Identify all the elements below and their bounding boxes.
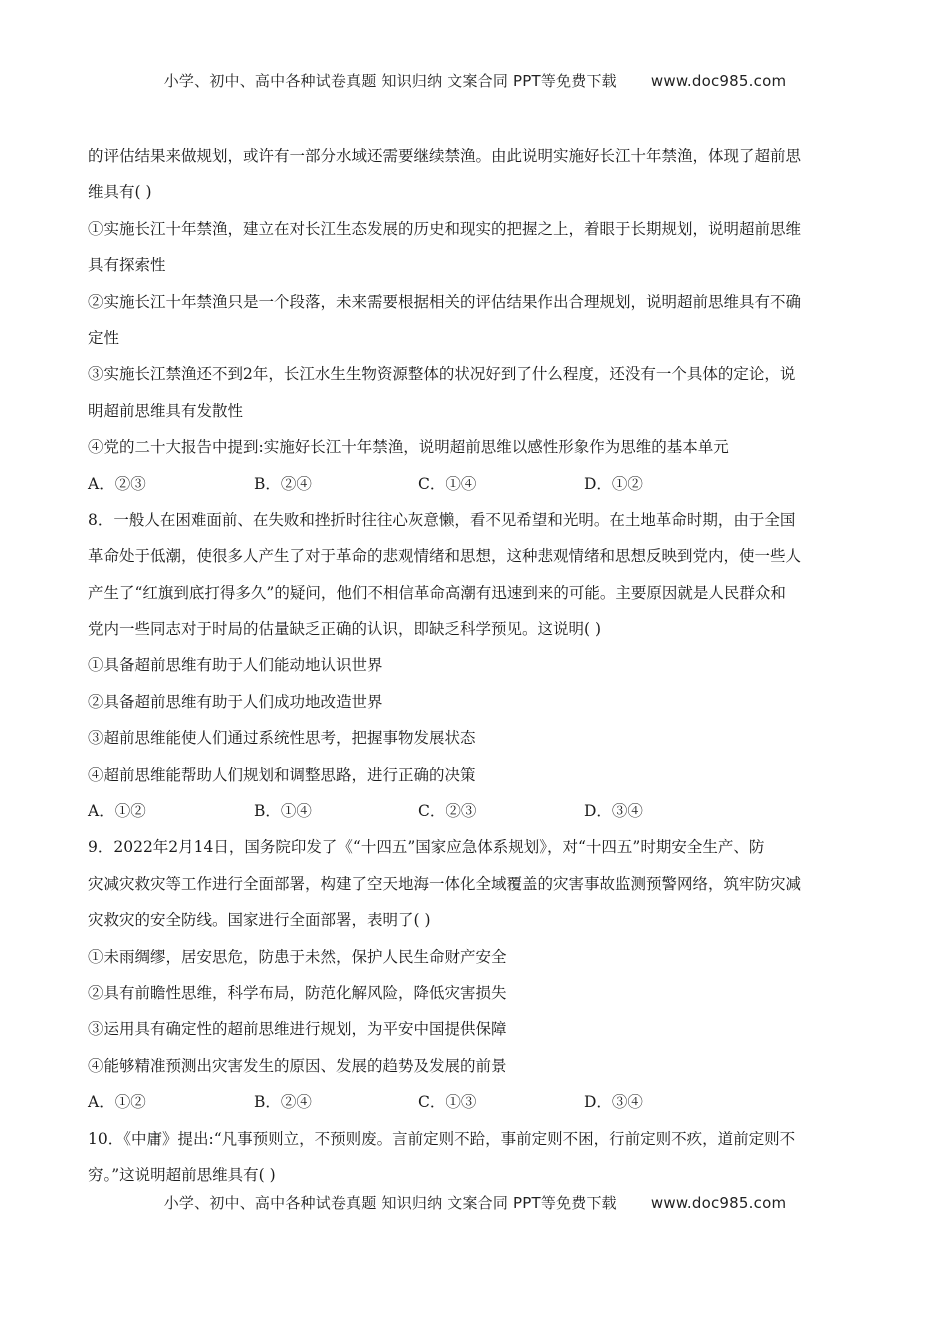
text-line: 的评估结果来做规划，或许有一部分水域还需要继续禁渔。由此说明实施好长江十年禁渔，体现了超前思 — [88, 147, 802, 165]
text-line: 9．2022年2月14日，国务院印发了《“十四五”国家应急体系规划》，对“十四五”时期安全生产、防 — [88, 838, 765, 857]
text-line: ①具备超前思维有助于人们能动地认识世界 — [88, 656, 383, 675]
text-line: ④超前思维能帮助人们规划和调整思路，进行正确的决策 — [88, 765, 476, 784]
text-line: ②具有前瞻性思维，科学布局，防范化解风险，降低灾害损失 — [88, 983, 507, 1002]
answer-option: B．①④ — [254, 802, 312, 821]
text-line: 10．《中庸》提出:“凡事预则立，不预则废。言前定则不跲，事前定则不困，行前定则不疚，道前定则不 — [88, 1129, 796, 1148]
text-line: ①实施长江十年禁渔，建立在对长江生态发展的历史和现实的把握之上，着眼于长期规划，说明超前思维 — [88, 219, 802, 238]
text-line: 灾减灾救灾等工作进行全面部署，构建了空天地海一体化全域覆盖的灾害事故监测预警网络，筑牢防灾减 — [88, 874, 802, 893]
text-line: ①未雨绸缪，居安思危，防患于未然，保护人民生命财产安全 — [88, 947, 507, 966]
answer-options — [88, 793, 864, 829]
header-banner — [0, 70, 950, 91]
answer-option: A．①② — [88, 1093, 146, 1112]
text-line: ③超前思维能使人们通过系统性思考，把握事物发展状态 — [88, 729, 476, 748]
text-line: 革命处于低潮，使很多人产生了对于革命的悲观情绪和思想，这种悲观情绪和思想反映到党内，使一些人 — [88, 547, 802, 566]
text-line: 具有探索性 — [88, 256, 166, 275]
answer-options — [88, 466, 864, 502]
answer-option: B．②④ — [254, 1093, 312, 1112]
document-body — [88, 138, 864, 1193]
text-line: ④党的二十大报告中提到:实施好长江十年禁渔，说明超前思维以感性形象作为思维的基本单元 — [88, 438, 729, 457]
banner-text: 小学、初中、高中各种试卷真题 知识归纳 文案合同 PPT等免费下载 — [163, 1194, 617, 1212]
answer-option: D．③④ — [584, 1093, 643, 1112]
answer-option: C．①④ — [418, 474, 477, 493]
text-line: ④能够精准预测出灾害发生的原因、发展的趋势及发展的前景 — [88, 1056, 507, 1075]
text-line: 产生了“红旗到底打得多久”的疑问，他们不相信革命高潮有迅速到来的可能。主要原因就是人民群众和 — [88, 583, 786, 602]
answer-option: A．①② — [88, 802, 146, 821]
text-line: 明超前思维具有发散性 — [88, 401, 244, 420]
text-line: 党内一些同志对于时局的估量缺乏正确的认识，即缺乏科学预见。这说明( ) — [88, 620, 602, 639]
answer-options — [88, 1084, 864, 1120]
text-line: 维具有( ) — [88, 183, 152, 202]
footer-banner — [0, 1192, 950, 1213]
answer-option: B．②④ — [254, 474, 312, 493]
text-line: 定性 — [88, 328, 120, 347]
text-line: 灾救灾的安全防线。国家进行全面部署，表明了( ) — [88, 911, 431, 930]
text-line: 穷。”这说明超前思维具有( ) — [88, 1165, 276, 1184]
text-line: ②实施长江十年禁渔只是一个段落，未来需要根据相关的评估结果作出合理规划，说明超前思维具有不确 — [88, 292, 802, 311]
text-line: ③实施长江禁渔还不到2年，长江水生生物资源整体的状况好到了什么程度，还没有一个具体的定论，说 — [88, 365, 796, 384]
text-line: ②具备超前思维有助于人们成功地改造世界 — [88, 692, 383, 711]
answer-option: A．②③ — [88, 474, 146, 493]
answer-option: D．③④ — [584, 802, 643, 821]
answer-option: C．①③ — [418, 1093, 477, 1112]
answer-option: D．①② — [584, 474, 643, 493]
banner-text: 小学、初中、高中各种试卷真题 知识归纳 文案合同 PPT等免费下载 — [163, 72, 617, 90]
answer-option: C．②③ — [418, 802, 477, 821]
banner-url[interactable]: www.doc985.com — [650, 1194, 787, 1212]
text-line: 8．一般人在困难面前、在失败和挫折时往往心灰意懒，看不见希望和光明。在土地革命时期，由于全国 — [88, 510, 796, 529]
banner-url[interactable]: www.doc985.com — [650, 72, 787, 90]
text-line: ③运用具有确定性的超前思维进行规划，为平安中国提供保障 — [88, 1020, 507, 1039]
